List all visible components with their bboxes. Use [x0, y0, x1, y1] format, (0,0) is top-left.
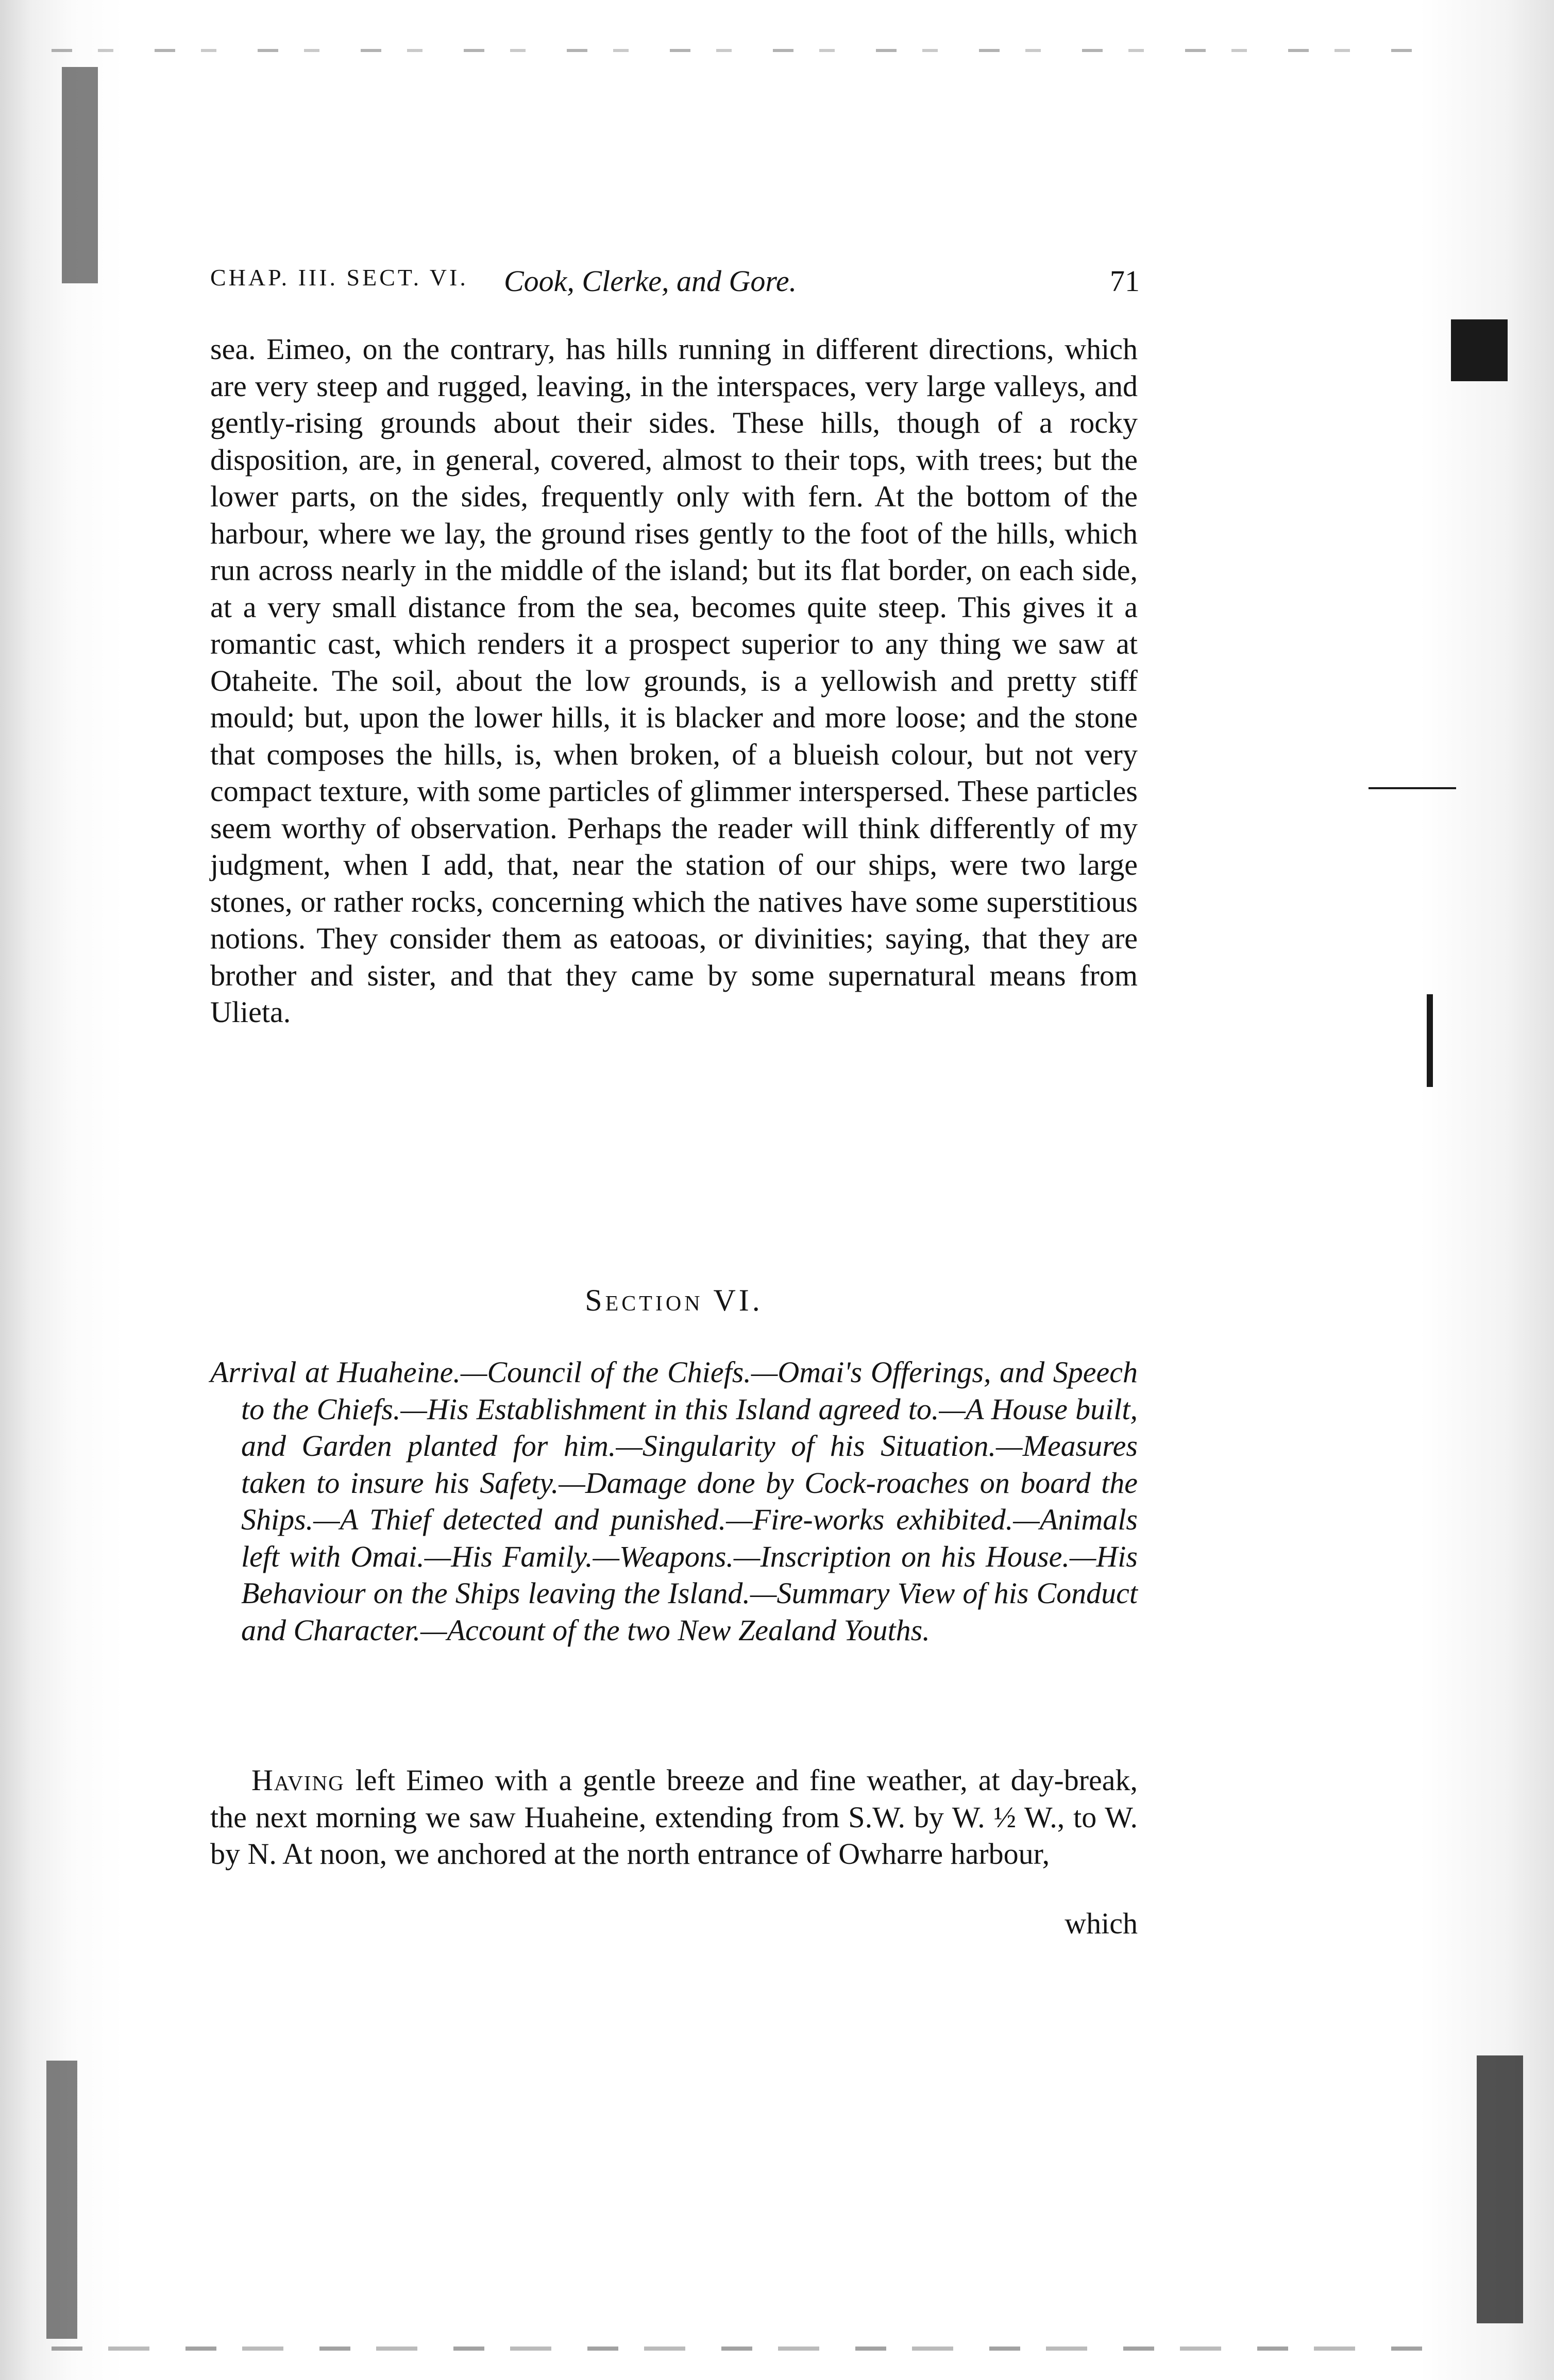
- closing-text: left Eimeo with a gentle breeze and fine weather, at day-break, the next morning we saw Huaheine, extending from S.W. by W. ½ W., to W. by N. At noon, we anchored at the north entrance of Owharre harbour,: [210, 1763, 1138, 1871]
- section-heading: Section VI.: [585, 1283, 763, 1317]
- edge-mark: [1477, 2055, 1523, 2323]
- body-paragraph: sea. Eimeo, on the contrary, has hills running in different directions, which are very steep and rugged, leaving, in the interspaces, very large valleys, and gently-rising grounds about their sides. These hills, though of a rocky disposition, are, in general, covered, almost to their tops, with trees; but the lower parts, on the sides, frequently only with fern. At the bottom of the harbour, where we lay, the ground rises gently to the foot of the hills, which run across nearly in the middle of the island; but its flat border, on each side, at a very small distance from the sea, becomes quite steep. This gives it a romantic cast, which renders it a prospect superior to any thing we saw at Otaheite. The soil, about the low grounds, is a yellowish and pretty stiff mould; but, upon the lower hills, it is blacker and more loose; and the stone that composes the hills, is, when broken, of a blueish colour, but not very compact texture, with some particles of glimmer interspersed. These particles seem worthy of observation. Perhaps the reader will think differently of my judgment, when I add, that, near the station of our ships, were two large stones, or rather rocks, concerning which the natives have some superstitious notions. They consider them as eatooas, or divinities; saying, that they are brother and sister, and that they came by some supernatural means from Ulieta.: [210, 332, 1138, 1029]
- catchword: which: [1065, 1907, 1138, 1940]
- bottom-edge-noise: [52, 2347, 1432, 2351]
- running-head-title: Cook, Clerke, and Gore.: [504, 264, 797, 298]
- running-head-chapter: CHAP. III. SECT. VI.: [210, 264, 468, 291]
- scan-edge-left: [0, 0, 124, 2380]
- section-summary: Arrival at Huaheine.—Council of the Chiefs.—Omai's Offerings, and Speech to the Chiefs.—His Establishment in this Island agreed to.—A House built, and Garden planted for him.—Singularity of his Situation.—Measures taken to insure his Safety.—Damage done by Cock-roaches on board the Ships.—A Thief detected and punished.—Fire-works exhibited.—Animals left with Omai.—His Family.—Weapons.—Inscription on his House.—His Behaviour on the Ships leaving the Island.—Summary View of his Conduct and Character.—Account of the two New Zealand Youths.: [210, 1355, 1138, 1647]
- edge-mark: [46, 2061, 77, 2339]
- top-edge-noise: [52, 49, 1432, 52]
- edge-mark: [1451, 319, 1508, 381]
- body-text: [210, 331, 1138, 1031]
- edge-mark: [62, 67, 98, 283]
- page-number: 71: [1110, 264, 1140, 298]
- closing-paragraph: [210, 1762, 1138, 1873]
- edge-mark: [1427, 994, 1433, 1087]
- edge-mark: [1369, 787, 1456, 789]
- lead-word: Having: [251, 1763, 345, 1797]
- running-header: [210, 264, 1138, 305]
